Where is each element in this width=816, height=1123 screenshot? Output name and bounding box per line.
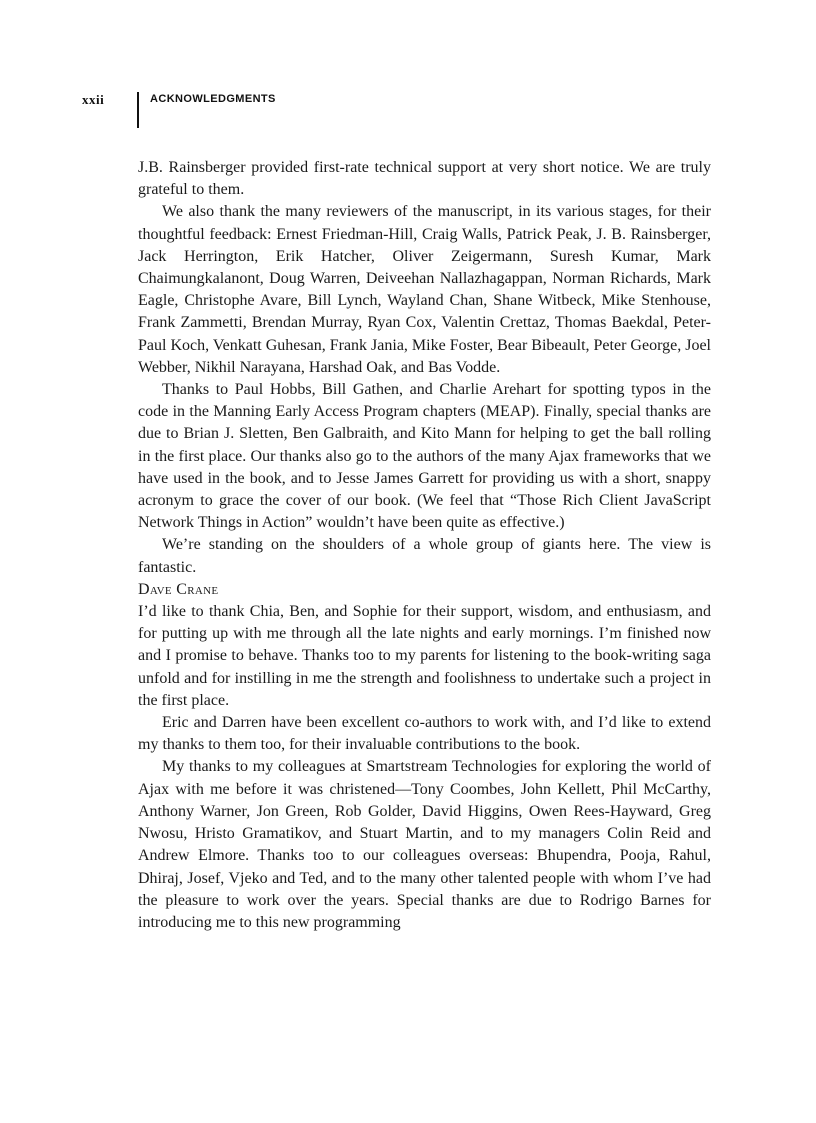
section-title: ACKNOWLEDGMENTS — [150, 93, 276, 105]
paragraph: My thanks to my colleagues at Smartstream Technologies for exploring the world of Ajax with me before it was christened—Tony Coombes, John Kellett, Phil McCarthy, Anthony Warner, Jon Green, Rob Golder, David Higgins, Owen Rees-Hayward, Greg Nwosu, Hristo Gramatikov, and Stuart Martin, and to my managers Colin Reid and Andrew Elmore. Thanks too to our colleagues overseas: Bhupendra, Pooja, Rahul, Dhiraj, Josef, Vjeko and Ted, and to the many other talented people with whom I’ve had the pleasure to work over the years. Special thanks are due to Rodrigo Barnes for introducing me to this new programming — [138, 758, 711, 931]
paragraph: Thanks to Paul Hobbs, Bill Gathen, and Charlie Arehart for spotting typos in the code in the Manning Early Access Program chapters (MEAP). Finally, special thanks are due to Brian J. Sletten, Ben Galbraith, and Kito Mann for helping to get the ball rolling in the first place. Our thanks also go to the authors of the many Ajax frameworks that we have used in the book, and to Jesse James Garrett for providing us with a short, snappy acronym to grace the cover of our book. (We feel that “Those Rich Client JavaScript Network Things in Action” wouldn’t have been quite as effective.) — [138, 381, 711, 532]
paragraph: We also thank the many reviewers of the manuscript, in its various stages, for their thoughtful feedback: Ernest Friedman-Hill, Craig Walls, Patrick Peak, J. B. Rainsberger, Jack Herrington, Erik Hatcher, Oliver Zeigermann, Suresh Kumar, Mark Chaimungkalanont, Doug Warren, Deiveehan Nallazhagappan, Norman Richards, Mark Eagle, Christophe Avare, Bill Lynch, Wayland Chan, Shane Witbeck, Mike Stenhouse, Frank Zammetti, Brendan Murray, Ryan Cox, Valentin Crettaz, Thomas Baekdal, Peter-Paul Koch, Venkatt Guhesan, Frank Jania, Mike Foster, Bear Bibeault, Peter George, Joel Webber, Nikhil Narayana, Harshad Oak, and Bas Vodde. — [138, 203, 711, 376]
body-text — [138, 157, 711, 934]
running-head-divider — [137, 92, 139, 128]
paragraph: J.B. Rainsberger provided first-rate technical support at very short notice. We are truly grateful to them. — [138, 159, 711, 199]
paragraph: We’re standing on the shoulders of a whole group of giants here. The view is fantastic. — [138, 536, 711, 576]
paragraph: Eric and Darren have been excellent co-authors to work with, and I’d like to extend my thanks to them too, for their invaluable contributions to the book. — [138, 714, 711, 754]
paragraph: I’d like to thank Chia, Ben, and Sophie for their support, wisdom, and enthusiasm, and for putting up with me through all the late nights and early mornings. I’m finished now and I promise to behave. Thanks too to my parents for listening to the book-writing saga unfold and for instilling in me the strength and foolishness to undertake such a project in the first place. — [138, 603, 711, 709]
page-number: xxii — [82, 92, 105, 107]
author-heading: Dave Crane — [138, 580, 219, 598]
